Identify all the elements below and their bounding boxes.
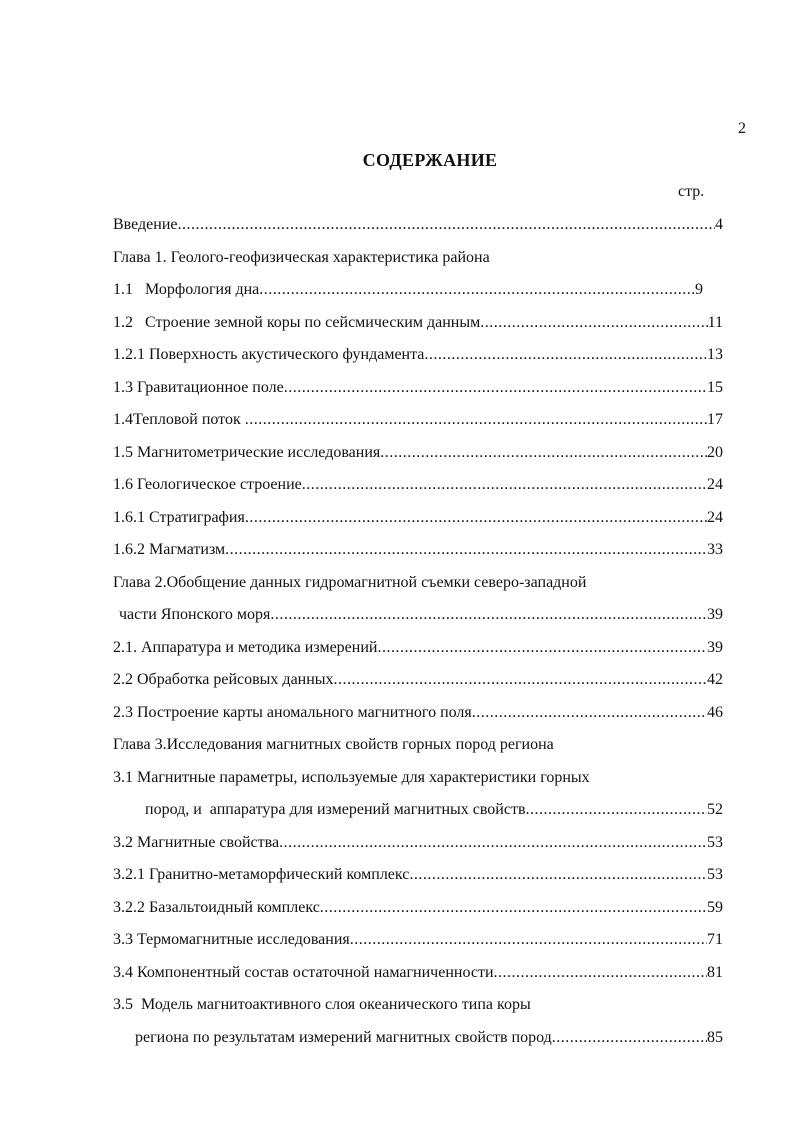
toc-entry-label: 2.3 Построение карты аномального магнитного поля <box>113 703 472 721</box>
leader-dots <box>279 827 707 860</box>
toc-entry-page: 46 <box>707 703 723 721</box>
toc-entry-page: 24 <box>707 476 723 493</box>
page-title: СОДЕРЖАНИЕ <box>362 150 498 170</box>
leader-dots <box>552 1022 707 1055</box>
toc-entry-label: 1.2.1 Поверхность акустического фундамента <box>113 346 425 363</box>
toc-entry <box>113 339 723 372</box>
toc-entry <box>113 404 723 437</box>
leader-dots <box>270 599 707 632</box>
table-of-contents <box>113 209 723 1054</box>
toc-entry-label: 3.1 Магнитные параметры, используемые для характеристики горных <box>113 768 590 786</box>
toc-entry-page: 11 <box>707 313 723 331</box>
toc-entry <box>113 469 723 502</box>
toc-entry <box>113 534 723 567</box>
page-column-label: стр. <box>678 183 705 200</box>
toc-entry-label: 3.3 Термомагнитные исследования <box>113 931 350 948</box>
toc-entry <box>113 437 723 470</box>
toc-entry <box>113 307 723 340</box>
toc-entry-label: 2.1. Аппаратура и методика измерений <box>113 638 378 656</box>
toc-entry-page: 9 <box>695 281 703 298</box>
toc-entry <box>113 599 723 632</box>
toc-entry <box>113 274 703 307</box>
leader-dots <box>377 632 707 665</box>
leader-dots <box>302 469 707 502</box>
toc-entry-page: 85 <box>707 1028 723 1046</box>
toc-entry <box>113 1022 723 1055</box>
leader-dots <box>472 697 707 730</box>
leader-dots <box>424 339 707 372</box>
toc-entry <box>113 697 723 730</box>
toc-entry <box>113 827 723 860</box>
leader-dots <box>284 372 707 405</box>
toc-entry-page: 33 <box>707 541 723 558</box>
toc-entry-label: 3.5 Модель магнитоактивного слоя океанического типа коры <box>113 996 531 1013</box>
toc-chapter-heading <box>113 567 723 600</box>
toc-entry-page: 81 <box>707 963 723 981</box>
toc-entry-page: 20 <box>707 443 723 461</box>
toc-entry <box>113 957 723 990</box>
toc-entry-label: Глава 1. Геолого-геофизическая характеристика района <box>113 248 490 266</box>
toc-entry-page: 52 <box>707 801 723 818</box>
toc-entry-page: 39 <box>707 638 723 656</box>
toc-chapter-heading <box>113 729 723 762</box>
toc-entry-label: 1.1 Морфология дна <box>113 281 260 298</box>
leader-dots <box>380 437 707 470</box>
leader-dots <box>494 957 707 990</box>
toc-entry-label: 1.6.1 Стратиграфия <box>113 508 245 526</box>
toc-entry <box>113 664 723 697</box>
toc-entry-label: Глава 2.Обобщение данных гидромагнитной съемки северо-западной <box>113 573 587 591</box>
page-number: 2 <box>738 120 746 137</box>
toc-entry-introduction <box>113 209 723 242</box>
toc-entry-label: региона по результатам измерений магнитных свойств пород <box>135 1028 552 1046</box>
toc-entry-page: 39 <box>707 606 723 623</box>
toc-entry-label: 3.2.2 Базальтоидный комплекс <box>113 898 320 916</box>
leader-dots <box>225 534 707 567</box>
leader-dots <box>245 502 707 535</box>
leader-dots <box>526 794 707 827</box>
toc-entry-label: Введение <box>113 216 178 233</box>
toc-entry-label: 3.2.1 Гранитно-метаморфический комплекс <box>113 866 410 883</box>
toc-chapter-heading <box>113 242 723 275</box>
toc-entry <box>113 372 723 405</box>
toc-entry-label: 1.6 Геологическое строение <box>113 476 302 493</box>
toc-entry-label: 3.2 Магнитные свойства <box>113 833 280 851</box>
leader-dots <box>245 404 707 437</box>
leader-dots <box>480 307 707 340</box>
toc-entry-page: 13 <box>707 346 723 363</box>
toc-entry-label: части Японского моря <box>119 606 271 623</box>
toc-entry-page: 59 <box>707 898 723 916</box>
toc-entry-page: 53 <box>707 866 723 883</box>
toc-entry-label: 1.5 Магнитометрические исследования <box>113 443 381 461</box>
toc-entry-label: 1.3 Гравитационное поле <box>113 378 284 396</box>
leader-dots <box>178 209 716 242</box>
toc-entry <box>113 632 723 665</box>
toc-entry-label: 3.4 Компонентный состав остаточной намагниченности <box>113 963 494 981</box>
toc-entry <box>113 859 723 892</box>
toc-entry-continued <box>113 762 723 795</box>
toc-entry-page: 53 <box>707 833 723 851</box>
toc-entry-page: 42 <box>707 671 723 688</box>
toc-entry <box>113 502 723 535</box>
leader-dots <box>320 892 707 925</box>
toc-entry-label: 1.6.2 Магматизм <box>113 541 226 558</box>
toc-entry-label: пород, и аппаратура для измерений магнитных свойств <box>145 801 526 818</box>
toc-entry-label: 1.4Тепловой поток <box>113 411 245 428</box>
toc-entry <box>113 892 723 925</box>
toc-entry-label: Глава 3.Исследования магнитных свойств горных пород региона <box>113 736 554 753</box>
toc-entry <box>113 794 723 827</box>
toc-entry-page: 24 <box>707 508 723 526</box>
toc-entry-label: 1.2 Строение земной коры по сейсмическим данным <box>113 313 481 331</box>
toc-entry-label: 2.2 Обработка рейсовых данных <box>113 671 334 688</box>
toc-entry <box>113 924 723 957</box>
toc-entry-page: 17 <box>707 411 723 428</box>
toc-entry-page: 15 <box>707 378 723 396</box>
leader-dots <box>409 859 707 892</box>
toc-entry-page: 71 <box>707 931 723 948</box>
leader-dots <box>350 924 707 957</box>
leader-dots <box>334 664 707 697</box>
toc-entry-continued <box>113 989 723 1022</box>
leader-dots <box>259 274 695 307</box>
toc-entry-page: 4 <box>715 216 723 233</box>
